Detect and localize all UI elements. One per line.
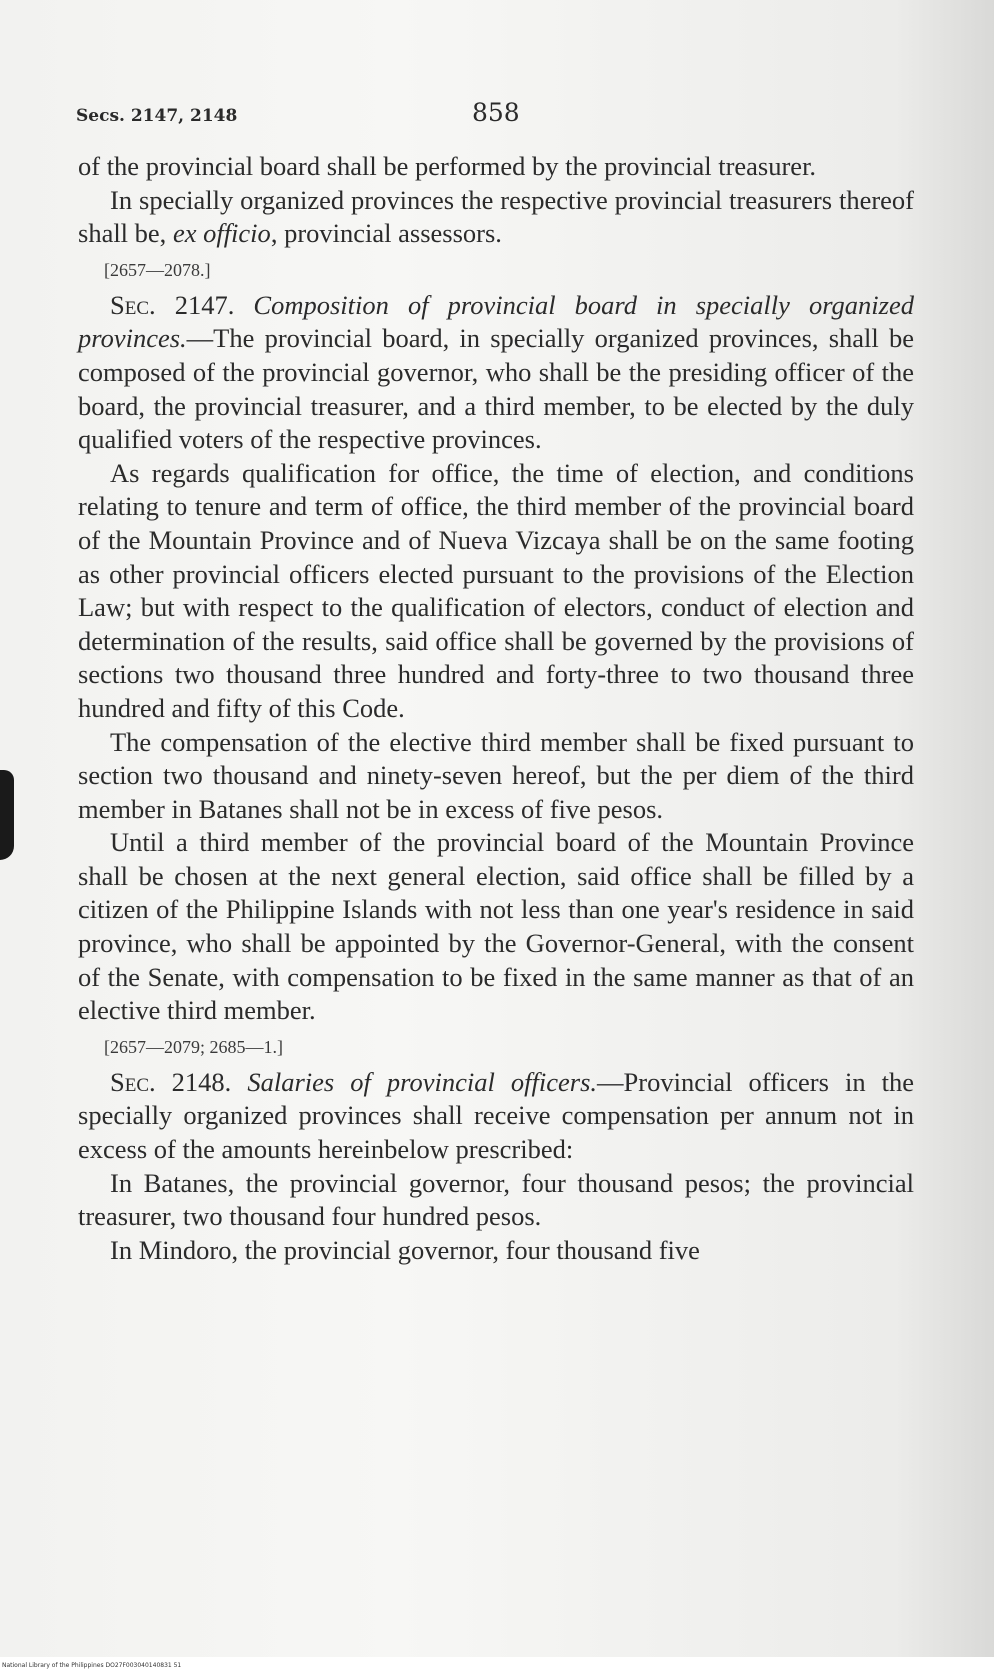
running-head bbox=[76, 98, 916, 138]
paragraph-assessors-text-2: , provincial assessors. bbox=[270, 218, 502, 249]
page-edge-mark bbox=[0, 770, 14, 860]
section-2148-text: —Provincial officers in the specially organized provinces shall receive compensation per annum not in excess of the amounts hereinbelow prescribed: bbox=[78, 1066, 914, 1165]
paragraph-until-third-member: Until a third member of the provincial board of the Mountain Province shall be chosen at the next general election, said office shall be filled by a citizen of the Philippine Islands with not less than one year's residence in said province, who shall be appointed by the Governor-General, with the consent of the Senate, with compensation to be fixed in the same manner as that of an elective third member. bbox=[78, 827, 914, 1026]
paragraph-assessors bbox=[78, 184, 914, 251]
paragraph-continuation: of the provincial board shall be performed by the provincial treasurer. bbox=[78, 151, 817, 181]
section-2148-title: Salaries of provincial officers. bbox=[247, 1066, 598, 1097]
paragraph-compensation: The compensation of the elective third member shall be fixed pursuant to section two thousand and ninety-seven hereof, but the per diem of the third member in Batanes shall not be in excess of five pesos. bbox=[78, 726, 914, 824]
body-text bbox=[78, 150, 914, 1267]
footer-strip bbox=[0, 1657, 994, 1671]
paragraph-assessors-text-1: In specially organized provinces the respective provincial treasurers thereof shall be, bbox=[78, 184, 914, 249]
page-number: 858 bbox=[472, 98, 520, 127]
ex-officio-italic: ex officio bbox=[172, 218, 271, 249]
section-2148 bbox=[78, 1066, 914, 1167]
section-2147-text: —The provincial board, in specially organized provinces, shall be composed of the provincial governor, who shall be the presiding officer of the board, the provincial treasurer, and a third member, to be elected by the duly qualified voters of the respective provinces. bbox=[78, 323, 914, 455]
section-2147 bbox=[78, 289, 914, 457]
section-2147-title: Composition of provincial board in specially organized provinces. bbox=[78, 289, 914, 354]
paragraph-mindoro: In Mindoro, the provincial governor, four thousand five bbox=[110, 1234, 700, 1265]
footer-text: National Library of the Philippines DO27F003040140831 51 bbox=[2, 1662, 182, 1669]
citation-2078: [2657—2078.] bbox=[104, 259, 211, 280]
paragraph-qualification: As regards qualification for office, the time of election, and conditions relating to tenure and term of office, the third member of the provincial board of the Mountain Province and of Nueva Vizcaya shall be on the same footing as other provincial officers elected pursuant to the provisions of the Election Law; but with respect to the qualification of electors, conduct of election and determination of the results, said office shall be governed by the provisions of sections two thousand three hundred and forty-three to two thousand three hundred and fifty of this Code. bbox=[78, 457, 914, 723]
paragraph-batanes: In Batanes, the provincial governor, four thousand pesos; the provincial treasurer, two thousand four hundred pesos. bbox=[78, 1167, 914, 1232]
section-2147-label: Sec. 2147. bbox=[110, 289, 235, 320]
section-reference: Secs. 2147, 2148 bbox=[76, 106, 238, 126]
section-2148-label: Sec. 2148. bbox=[110, 1066, 232, 1097]
citation-2079: [2657—2079; 2685—1.] bbox=[104, 1036, 283, 1057]
